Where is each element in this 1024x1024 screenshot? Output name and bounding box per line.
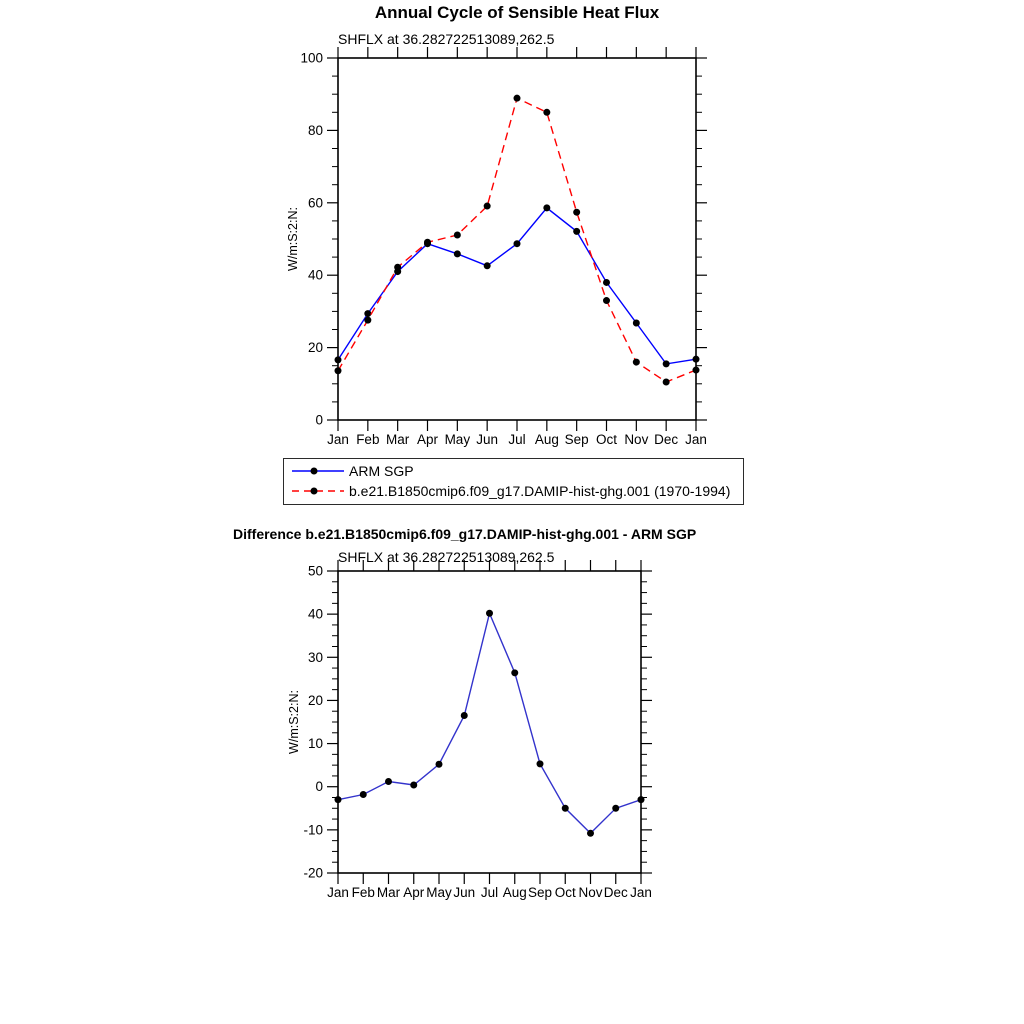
- data-point-marker: [484, 262, 491, 269]
- x-tick-label: Jan: [327, 885, 349, 900]
- x-tick-label: Aug: [534, 432, 559, 447]
- data-point-marker: [543, 204, 550, 211]
- x-tick-label: Jul: [480, 885, 499, 900]
- data-point-marker: [663, 360, 670, 367]
- data-point-marker: [638, 796, 645, 803]
- data-point-marker: [394, 264, 401, 271]
- data-point-marker: [335, 367, 342, 374]
- difference-y-axis-title: W/m:S:2:N:: [287, 690, 301, 754]
- x-tick-label: Nov: [624, 432, 649, 447]
- data-point-marker: [573, 228, 580, 235]
- y-tick-label: 0: [315, 412, 323, 428]
- data-point-marker: [454, 232, 461, 239]
- legend-sample-marker: [311, 488, 318, 495]
- data-line-arm-sgp: [338, 208, 696, 364]
- y-tick-label: 80: [307, 122, 323, 138]
- data-point-marker: [514, 95, 521, 102]
- x-tick-label: Mar: [386, 432, 410, 447]
- y-tick-label: -10: [303, 822, 323, 838]
- x-tick-label: Mar: [376, 885, 401, 900]
- data-point-marker: [461, 712, 468, 719]
- data-line-difference: [338, 613, 641, 833]
- x-tick-label: Jun: [476, 432, 499, 447]
- difference-plot: [303, 560, 652, 900]
- annual-cycle-title: Annual Cycle of Sensible Heat Flux: [374, 3, 660, 22]
- annual-cycle-plot: [300, 47, 707, 447]
- data-point-marker: [573, 209, 580, 216]
- x-tick-label: Sep: [564, 432, 589, 447]
- x-tick-label: Feb: [356, 432, 380, 447]
- x-tick-label: Sep: [527, 885, 553, 900]
- data-point-marker: [633, 319, 640, 326]
- x-tick-label: Jan: [630, 885, 652, 900]
- data-point-marker: [360, 791, 367, 798]
- y-tick-label: 60: [307, 195, 323, 211]
- x-tick-label: Jun: [453, 885, 476, 900]
- data-point-marker: [603, 279, 610, 286]
- data-line-b-e21-b1850cmip6-f09-g17-damip: [338, 98, 696, 382]
- y-tick-label: 20: [307, 340, 323, 356]
- data-point-marker: [612, 805, 619, 812]
- data-point-marker: [385, 778, 392, 785]
- data-point-marker: [511, 669, 518, 676]
- x-tick-label: May: [444, 432, 471, 447]
- legend-sample-marker: [311, 468, 318, 475]
- legend-item: [290, 461, 743, 481]
- data-point-marker: [537, 760, 544, 767]
- data-point-marker: [486, 610, 493, 617]
- data-point-marker: [335, 796, 342, 803]
- data-point-marker: [693, 356, 700, 363]
- data-point-marker: [410, 781, 417, 788]
- data-point-marker: [424, 239, 431, 246]
- data-point-marker: [562, 805, 569, 812]
- x-tick-label: Dec: [603, 885, 628, 900]
- data-point-marker: [663, 378, 670, 385]
- annual-cycle-subtitle: SHFLX at 36.282722513089,262.5: [338, 31, 555, 47]
- data-point-marker: [454, 250, 461, 257]
- legend-label: ARM SGP: [349, 463, 414, 479]
- y-tick-label: 20: [307, 692, 323, 708]
- x-tick-label: Jan: [685, 432, 707, 447]
- data-point-marker: [514, 240, 521, 247]
- difference-subtitle: SHFLX at 36.282722513089,262.5: [338, 549, 555, 565]
- y-tick-label: 0: [315, 779, 323, 795]
- x-tick-label: Jul: [508, 432, 526, 447]
- x-tick-label: Dec: [654, 432, 679, 447]
- x-tick-label: May: [426, 885, 452, 900]
- x-tick-label: Aug: [502, 885, 527, 900]
- x-tick-label: Apr: [403, 885, 425, 900]
- x-tick-label: Oct: [554, 885, 576, 900]
- data-point-marker: [587, 830, 594, 837]
- difference-title: Difference b.e21.B1850cmip6.f09_g17.DAMIP-hist-ghg.001 - ARM SGP: [233, 526, 697, 542]
- y-tick-label: 100: [300, 50, 323, 66]
- data-point-marker: [543, 109, 550, 116]
- data-point-marker: [633, 359, 640, 366]
- data-point-marker: [693, 367, 700, 374]
- x-tick-label: Feb: [351, 885, 375, 900]
- legend-sample-line-arm-sgp: [290, 463, 346, 479]
- data-point-marker: [335, 356, 342, 363]
- y-tick-label: -20: [303, 865, 323, 881]
- data-point-marker: [436, 761, 443, 768]
- legend-label: b.e21.B1850cmip6.f09_g17.DAMIP-hist-ghg.001 (1970-1994): [349, 483, 731, 499]
- legend-sample-line-model: [290, 483, 346, 499]
- y-tick-label: 40: [307, 606, 323, 622]
- x-tick-label: Apr: [416, 432, 439, 447]
- x-tick-label: Oct: [595, 432, 618, 447]
- data-point-marker: [364, 317, 371, 324]
- data-point-marker: [364, 310, 371, 317]
- data-point-marker: [484, 203, 491, 210]
- y-tick-label: 40: [307, 267, 323, 283]
- y-tick-label: 30: [307, 649, 323, 665]
- data-point-marker: [603, 297, 610, 304]
- y-tick-label: 10: [307, 736, 323, 752]
- x-tick-label: Nov: [578, 885, 603, 900]
- legend-item: [290, 481, 743, 501]
- annual-cycle-y-axis-title: W/m:S:2:N:: [286, 207, 300, 271]
- legend: [283, 458, 744, 505]
- plot-frame: [338, 58, 696, 420]
- y-tick-label: 50: [307, 563, 323, 579]
- x-tick-label: Jan: [327, 432, 349, 447]
